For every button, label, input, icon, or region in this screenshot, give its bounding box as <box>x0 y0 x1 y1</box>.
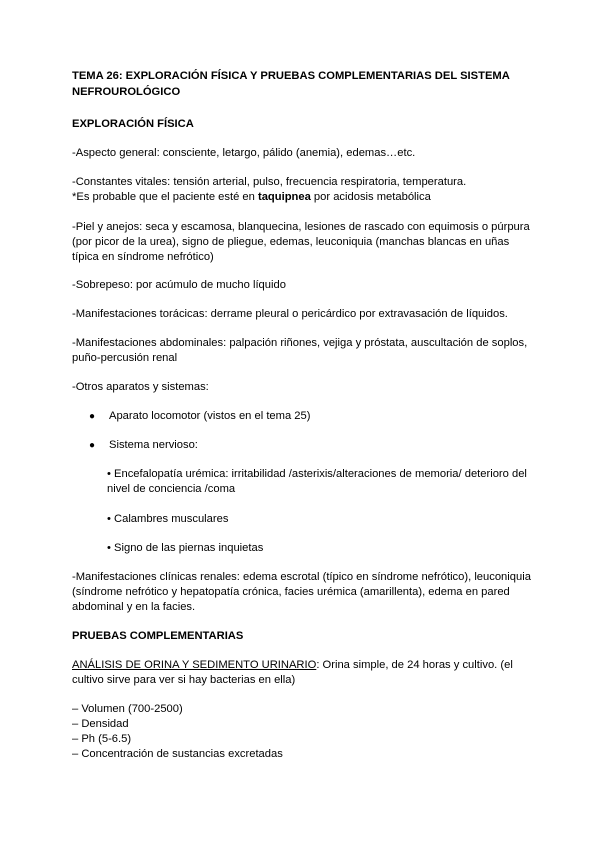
bullet-marker: ● <box>89 411 96 422</box>
section-heading-pruebas: PRUEBAS COMPLEMENTARIAS <box>72 630 244 642</box>
paragraph-toracicas: -Manifestaciones torácicas: derrame pleural o pericárdico por extravasación de líquidos. <box>72 308 508 320</box>
analisis-rest: : Orina simple, de 24 horas y cultivo. (el <box>316 659 513 671</box>
analisis-label: ANÁLISIS DE ORINA Y SEDIMENTO URINARIO <box>72 659 317 671</box>
paragraph-otros-aparatos: -Otros aparatos y sistemas: <box>72 381 209 393</box>
list-item-densidad: – Densidad <box>72 718 129 730</box>
paragraph-piel-line-3: típica en síndrome nefrótico) <box>72 251 214 263</box>
bullet-item-nervioso: Sistema nervioso: <box>109 439 198 451</box>
bullet-marker: ● <box>89 440 96 451</box>
paragraph-constantes-line-2 <box>72 190 431 205</box>
sub-item-calambres: • Calambres musculares <box>107 513 229 525</box>
paragraph-sobrepeso: -Sobrepeso: por acúmulo de mucho líquido <box>72 279 286 291</box>
paragraph-renales-line-1: -Manifestaciones clínicas renales: edema escrotal (típico en síndrome nefrótico), leuconiquia <box>72 571 531 583</box>
section-heading-exploracion: EXPLORACIÓN FÍSICA <box>72 118 194 130</box>
paragraph-analisis-line-2: cultivo sirve para ver si hay bacterias en ella) <box>72 674 296 686</box>
constantes-note-pre: *Es probable que el paciente esté en <box>72 191 258 203</box>
taquipnea-bold: taquipnea <box>257 191 311 203</box>
paragraph-piel-line-1: -Piel y anejos: seca y escamosa, blanquecina, lesiones de rascado con equimosis o púrpura <box>72 221 530 233</box>
document-title-line-1: TEMA 26: EXPLORACIÓN FÍSICA Y PRUEBAS COMPLEMENTARIAS DEL SISTEMA <box>72 70 510 82</box>
document-title-line-2: NEFROUROLÓGICO <box>72 86 181 98</box>
sub-item-encefalopatia-line-2: nivel de conciencia /coma <box>107 483 236 495</box>
list-item-volumen: – Volumen (700-2500) <box>72 703 183 715</box>
paragraph-aspecto-general: -Aspecto general: consciente, letargo, pálido (anemia), edemas…etc. <box>72 147 416 159</box>
paragraph-constantes-line-1: -Constantes vitales: tensión arterial, pulso, frecuencia respiratoria, temperatura. <box>72 176 467 188</box>
list-item-concentracion: – Concentración de sustancias excretadas <box>72 748 283 760</box>
paragraph-analisis-line-1 <box>72 658 513 673</box>
sub-item-piernas: • Signo de las piernas inquietas <box>107 542 264 554</box>
constantes-note-post: por acidosis metabólica <box>310 191 431 203</box>
paragraph-renales-line-2: (síndrome nefrótico y hepatopatía crónica, facies urémica (amarillenta), edema en pared <box>72 586 510 598</box>
paragraph-abdominales-line-1: -Manifestaciones abdominales: palpación riñones, vejiga y próstata, auscultación de soplos, <box>72 337 528 349</box>
bullet-item-locomotor: Aparato locomotor (vistos en el tema 25) <box>109 410 311 422</box>
paragraph-renales-line-3: abdominal y en la facies. <box>72 601 196 613</box>
paragraph-piel-line-2: (por picor de la urea), signo de pliegue, edemas, leuconiquia (manchas blancas en uñas <box>72 236 510 248</box>
sub-item-encefalopatia-line-1: • Encefalopatía urémica: irritabilidad /asterixis/alteraciones de memoria/ deterioro del <box>107 468 527 480</box>
list-item-ph: – Ph (5-6.5) <box>72 733 132 745</box>
paragraph-abdominales-line-2: puño-percusión renal <box>72 352 178 364</box>
